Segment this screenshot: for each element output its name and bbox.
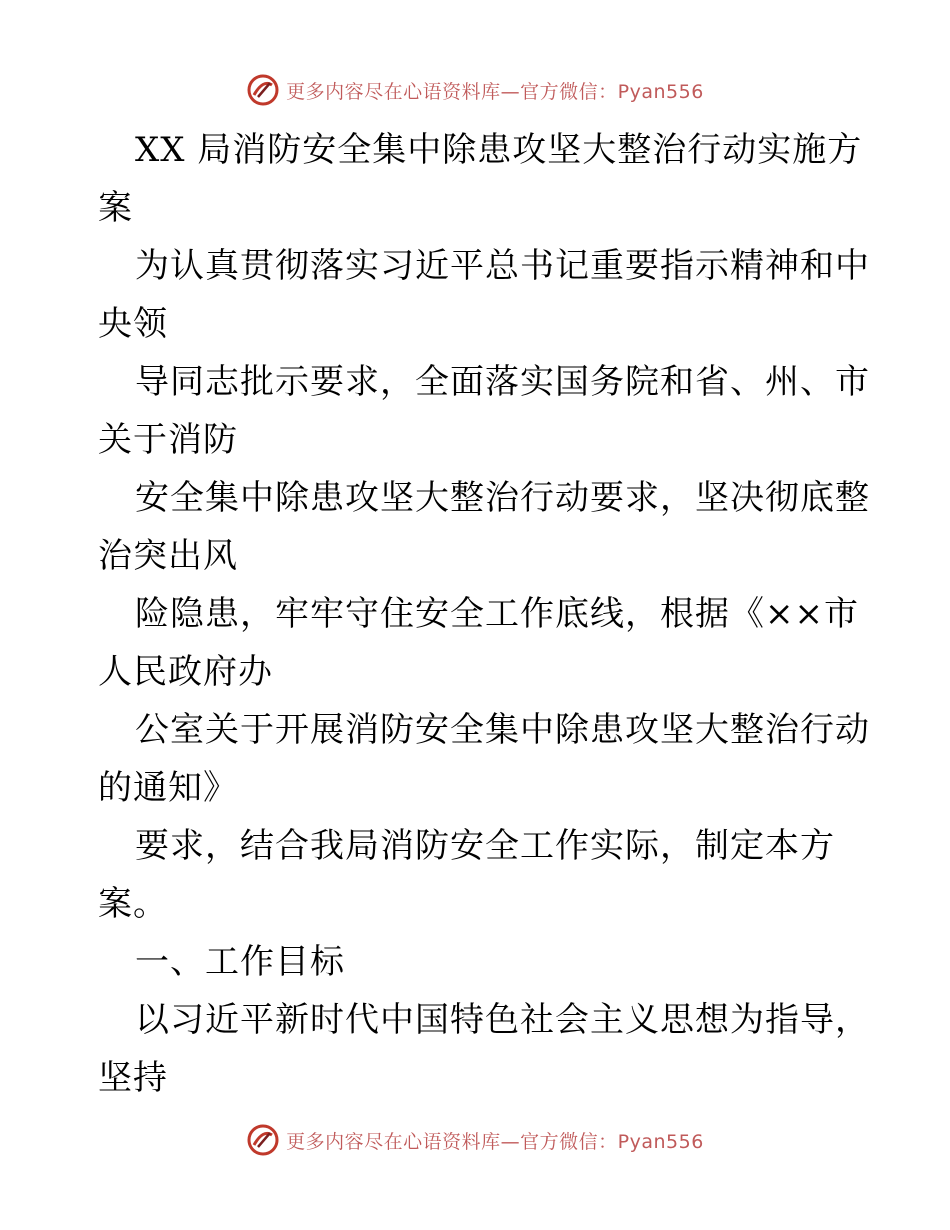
paragraph-line: 险隐患，牢牢守住安全工作底线，根据《××市 [135, 594, 859, 634]
paragraph-line: 安全集中除患攻坚大整治行动要求，坚决彻底整 [135, 478, 870, 518]
document-title-line-2: 案 [98, 188, 133, 228]
paragraph-line: 为认真贯彻落实习近平总书记重要指示精神和中 [135, 246, 870, 286]
paragraph-line: 公室关于开展消防安全集中除患攻坚大整治行动 [135, 710, 870, 750]
paragraph-line: 导同志批示要求，全面落实国务院和省、州、市 [135, 362, 870, 402]
paragraph-line: 坚持 [98, 1058, 168, 1098]
paragraph-line: 的通知》 [98, 768, 238, 808]
section-heading: 一、工作目标 [135, 942, 345, 982]
document-title-line-1: XX 局消防安全集中除患攻坚大整治行动实施方 [135, 130, 863, 170]
paragraph-line: 关于消防 [98, 420, 238, 460]
paragraph-line: 要求，结合我局消防安全工作实际，制定本方 [135, 826, 835, 866]
paragraph-line: 央领 [98, 304, 168, 344]
watermark-text: 更多内容尽在心语资料库—官方微信：Pyan556 [286, 1130, 704, 1153]
paragraph-line: 以习近平新时代中国特色社会主义思想为指导， [135, 1000, 870, 1040]
watermark-text: 更多内容尽在心语资料库—官方微信：Pyan556 [286, 80, 704, 103]
footer-watermark [0, 1120, 950, 1160]
paragraph-line: 人民政府办 [98, 652, 273, 692]
paragraph-line: 治突出风 [98, 536, 238, 576]
paragraph-line: 案。 [98, 884, 168, 924]
red-swirl-pen-logo-icon [246, 1123, 280, 1157]
